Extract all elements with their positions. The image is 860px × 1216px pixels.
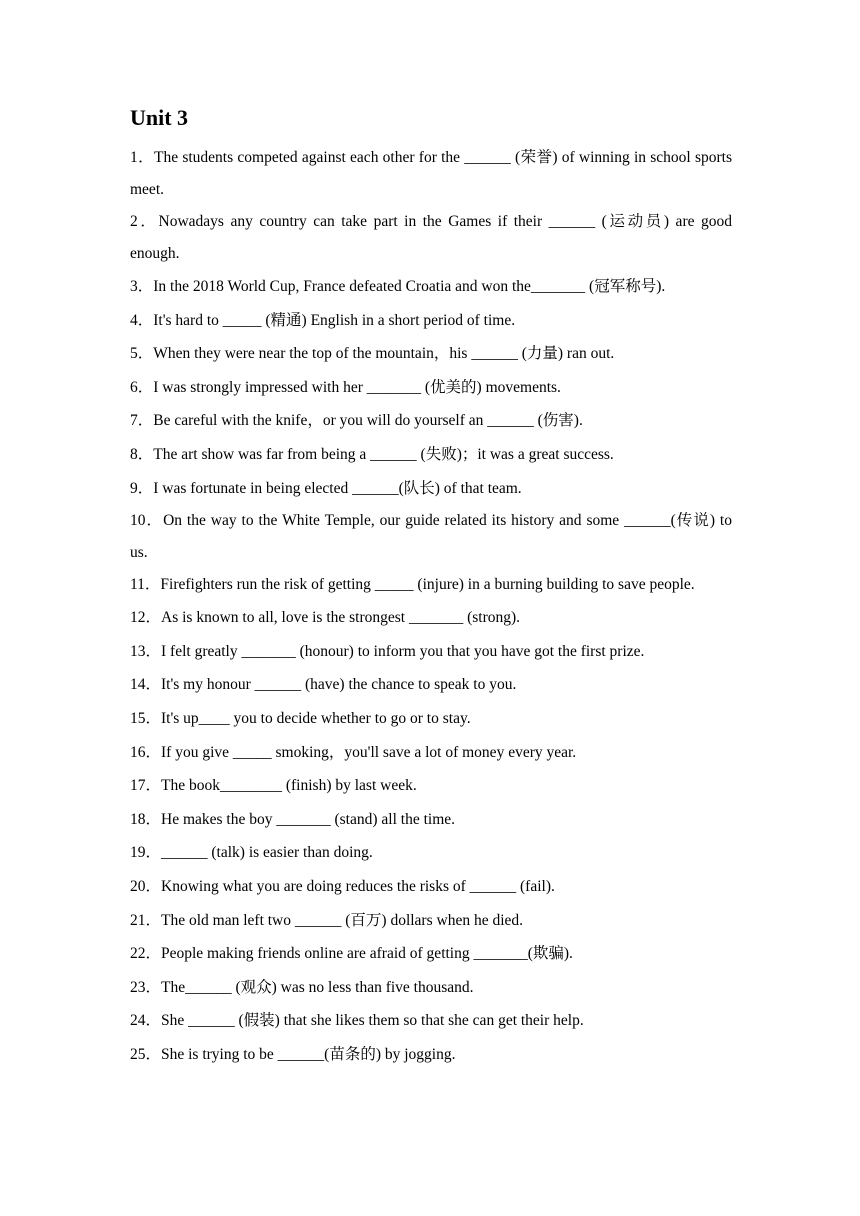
question-24: 24．She ______ (假装) that she likes them so that she can get their help. <box>130 1012 584 1030</box>
question-16: 16．If you give _____ smoking，you'll save a lot of money every year. <box>130 743 577 761</box>
question-6: 6．I was strongly impressed with her _______ (优美的) movements. <box>130 378 561 396</box>
question-17: 17．The book________ (finish) by last week. <box>130 777 417 795</box>
question-20: 20．Knowing what you are doing reduces the risks of ______ (fail). <box>130 877 555 895</box>
question-9: 9．I was fortunate in being elected ______(队长) of that team. <box>130 479 522 497</box>
question-3: 3．In the 2018 World Cup, France defeated Croatia and won the_______ (冠军称号). <box>130 278 666 295</box>
question-15: 15．It's up____ you to decide whether to go or to stay. <box>130 709 471 727</box>
question-4: 4．It's hard to _____ (精通) English in a short period of time. <box>130 311 516 329</box>
question-5: 5．When they were near the top of the mountain，his ______ (力量) ran out. <box>130 345 615 363</box>
unit-title: Unit 3 <box>130 105 189 130</box>
question-1: 1．The students competed against each other for the ______ (荣誉) of winning in school sports meet. <box>130 149 732 198</box>
question-10: 10．On the way to the White Temple, our guide related its history and some ______(传说) to us. <box>130 512 732 562</box>
question-18: 18．He makes the boy _______ (stand) all the time. <box>130 810 456 828</box>
question-2: 2．Nowadays any country can take part in the Games if their ______ (运动员) are good enough. <box>130 213 732 262</box>
worksheet <box>130 104 732 1071</box>
question-12: 12．As is known to all, love is the strongest _______ (strong). <box>130 609 521 627</box>
question-14: 14．It's my honour ______ (have) the chance to speak to you. <box>130 676 517 694</box>
question-23: 23．The______ (观众) was no less than five thousand. <box>130 978 474 996</box>
question-13: 13．I felt greatly _______ (honour) to inform you that you have got the first prize. <box>130 642 645 660</box>
question-11: 11．Firefighters run the risk of getting _____ (injure) in a burning building to save people. <box>130 576 695 594</box>
question-25: 25．She is trying to be ______(苗条的) by jogging. <box>130 1045 456 1063</box>
question-21: 21．The old man left two ______ (百万) dollars when he died. <box>130 911 524 929</box>
question-7: 7．Be careful with the knife，or you will do yourself an ______ (伤害). <box>130 412 583 430</box>
question-22: 22．People making friends online are afraid of getting _______(欺骗). <box>130 945 573 963</box>
question-8: 8．The art show was far from being a ______ (失败)；it was a great success. <box>130 445 614 463</box>
question-19: 19．______ (talk) is easier than doing. <box>130 844 373 862</box>
